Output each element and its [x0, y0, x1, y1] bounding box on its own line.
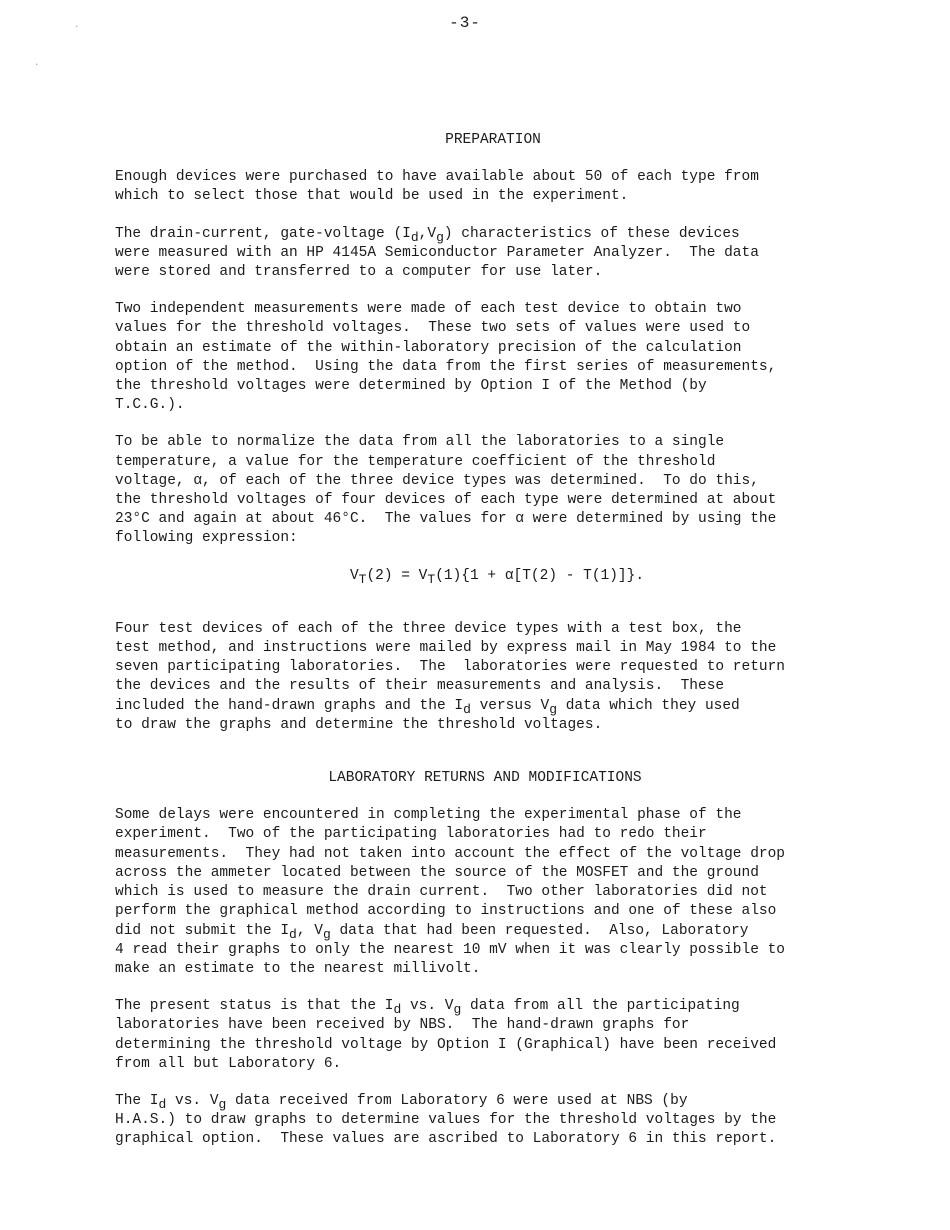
text-line: The drain-current, gate-voltage $(I_d,V_g)$ characteristics of these devices	[115, 225, 740, 245]
paragraph-laboratory-6	[115, 1092, 855, 1150]
paragraph-present-status	[115, 997, 855, 1074]
text-line: T.C.G.).	[115, 397, 185, 414]
paragraph-independent-measurements	[115, 300, 855, 415]
page-number: -3-	[449, 14, 481, 32]
text-line: Some delays were encountered in completing the experimental phase of the	[115, 807, 742, 824]
text-line: the threshold voltages of four devices of each type were determined at about	[115, 492, 777, 509]
text-line: values for the threshold voltages. These two sets of values were used to	[115, 320, 751, 337]
text-line: 4 read their graphs to only the nearest 10 mV when it was clearly possible to	[115, 941, 786, 958]
text-line: included the hand-drawn graphs and the $I_d$ versus $V_g$ data which they used	[115, 697, 740, 717]
text-line: 23°C and again at about 46°C. The values for α were determined by using the	[115, 511, 777, 528]
paragraph-delays	[115, 806, 855, 979]
text-line: which is used to measure the drain current. Two other laboratories did not	[115, 884, 768, 901]
text-line: graphical option. These values are ascribed to Laboratory 6 in this report.	[115, 1131, 777, 1148]
text-line: the threshold voltages were determined by Option I of the Method (by	[115, 378, 707, 395]
text-line: perform the graphical method according to instructions and one of these also	[115, 903, 777, 920]
text-line: voltage, α, of each of the three device types was determined. To do this,	[115, 472, 759, 489]
scan-speck: ·	[34, 60, 40, 70]
text-line: to draw the graphs and determine the threshold voltages.	[115, 716, 603, 733]
document-body	[115, 131, 855, 1168]
text-line: The $I_d$ vs. $V_g$ data received from Laboratory 6 were used at NBS (by	[115, 1092, 688, 1112]
section-heading-preparation: PREPARATION	[445, 132, 541, 148]
text-line: seven participating laboratories. The laboratories were requested to return	[115, 659, 786, 676]
text-line: laboratories have been received by NBS. The hand-drawn graphs for	[115, 1017, 690, 1034]
text-line: The present status is that the $I_d$ vs. $V_g$ data from all the participating	[115, 998, 740, 1018]
text-line: option of the method. Using the data from the first series of measurements,	[115, 358, 777, 375]
text-line: from all but Laboratory 6.	[115, 1055, 342, 1072]
text-line: Two independent measurements were made of each test device to obtain two	[115, 301, 742, 318]
threshold-voltage-equation: $V_T(2) = V_T(1)\{1 + \alpha[T(2) - T(1)]\}$.	[349, 567, 645, 587]
text-line: experiment. Two of the participating laboratories had to redo their	[115, 826, 707, 843]
section-heading-laboratory-returns: LABORATORY RETURNS AND MODIFICATIONS	[328, 770, 642, 787]
text-line: did not submit the $I_d$, $V_g$ data that had been requested. Also, Laboratory	[115, 922, 749, 942]
text-line: make an estimate to the nearest millivolt.	[115, 960, 481, 977]
paragraph-characteristics	[115, 225, 855, 283]
text-line: To be able to normalize the data from all the laboratories to a single	[115, 434, 725, 451]
paragraph-temperature-normalization	[115, 433, 855, 548]
paragraph-test-devices-mailed	[115, 620, 855, 735]
text-line: Four test devices of each of the three device types with a test box, the	[115, 620, 742, 637]
text-line: determining the threshold voltage by Option I (Graphical) have been received	[115, 1036, 777, 1053]
text-line: measurements. They had not taken into account the effect of the voltage drop	[115, 845, 786, 862]
text-line: across the ammeter located between the source of the MOSFET and the ground	[115, 864, 759, 881]
scan-speck: ·	[74, 22, 80, 32]
text-line: temperature, a value for the temperature coefficient of the threshold	[115, 453, 716, 470]
text-line: following expression:	[115, 530, 298, 547]
text-line: the devices and the results of their measurements and analysis. These	[115, 678, 725, 695]
text-line: were measured with an HP 4145A Semiconductor Parameter Analyzer. The data	[115, 244, 759, 261]
text-line: H.A.S.) to draw graphs to determine values for the threshold voltages by the	[115, 1112, 777, 1129]
paragraph-devices-purchased	[115, 168, 855, 206]
text-line: were stored and transferred to a computer for use later.	[115, 264, 603, 281]
text-line: obtain an estimate of the within-laboratory precision of the calculation	[115, 339, 742, 356]
text-line: test method, and instructions were mailed by express mail in May 1984 to the	[115, 640, 777, 657]
text-line: Enough devices were purchased to have available about 50 of each type from	[115, 169, 759, 186]
text-line: which to select those that would be used in the experiment.	[115, 188, 629, 205]
